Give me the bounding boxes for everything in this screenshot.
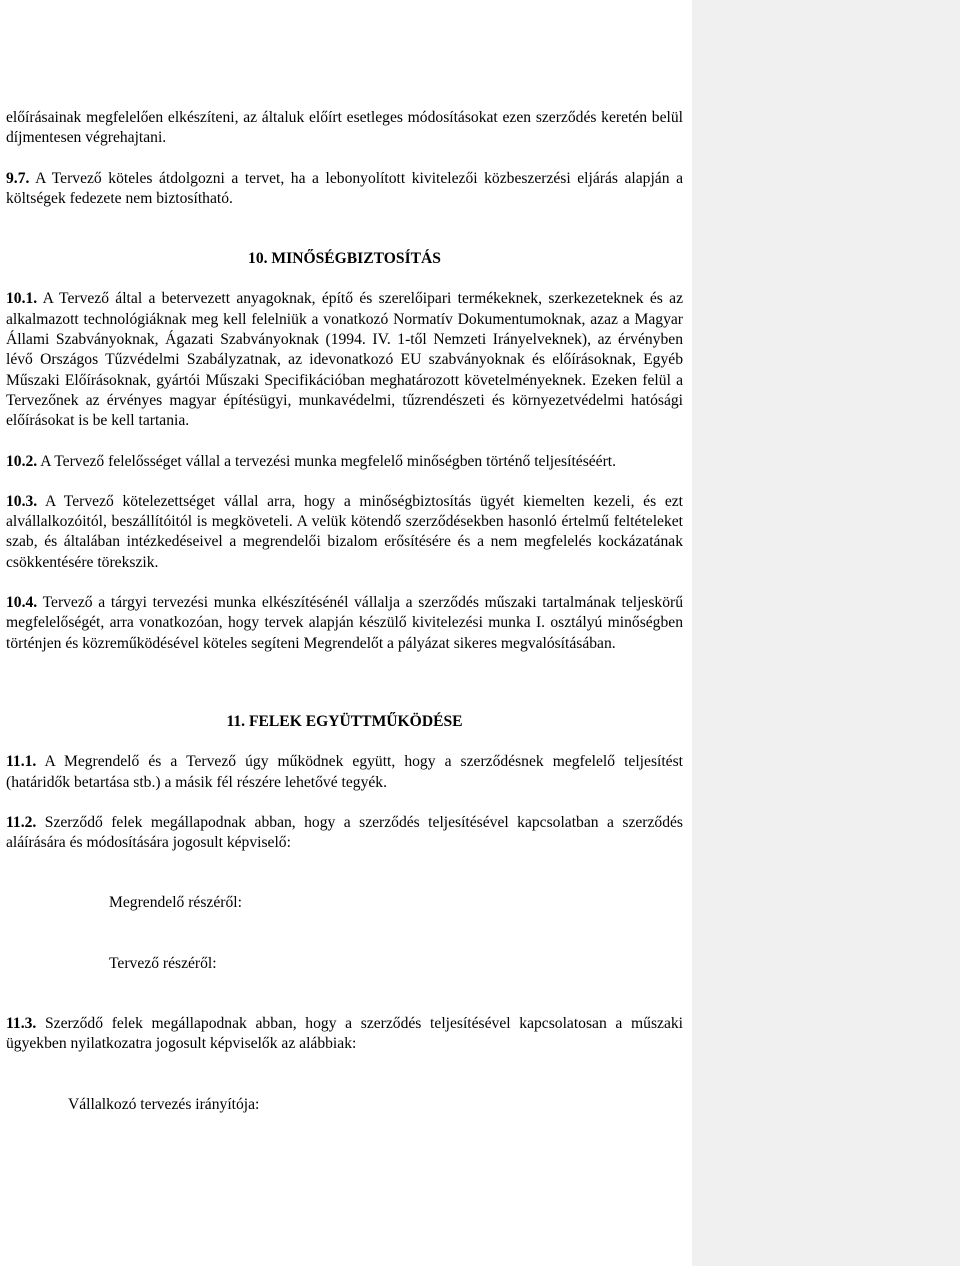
clause-number: 10.1. (6, 290, 38, 308)
paragraph-10-2 (6, 452, 683, 472)
paragraph-10-3 (6, 492, 683, 573)
signature-label-vallalkozo: Vállalkozó tervezés irányítója: (68, 1095, 260, 1113)
clause-text: A Tervező kötelezettséget vállal arra, hogy a minőségbiztosítás ügyét kiemelten kezeli, és ezt alvállalkozóitól, beszállítóitól is megköveteli. A velük kötendő szerződésekben hasonló értelmű feltételeket szab, és általában intézkedéseivel a megrendelői bizalom erősítésére és a nem megfelelés kockázatának csökkentésére törekszik. (6, 492, 683, 571)
clause-text: A Megrendelő és a Tervező úgy működnek együtt, hogy a szerződésnek megfelelő teljesítést (határidők betartása stb.) a másik fél részére lehetővé tegyék. (6, 753, 683, 791)
document-page (6, 108, 683, 1115)
paragraph-10-4 (6, 593, 683, 654)
clause-number: 10.4. (6, 594, 38, 612)
clause-number: 11.3. (6, 1015, 37, 1033)
signature-label-megrendelo: Megrendelő részéről: (109, 894, 242, 912)
clause-text: Szerződő felek megállapodnak abban, hogy a szerződés teljesítésével kapcsolatban a szerződés aláírására és módosítására jogosult képviselő: (6, 813, 683, 852)
paragraph-11-3 (6, 1014, 683, 1055)
clause-text: A Tervező felelősséget vállal a tervezési munka megfelelő minőségben történő teljesítéséért. (37, 452, 617, 470)
paragraph-10-1 (6, 289, 683, 431)
clause-number: 10.2. (6, 452, 38, 470)
clause-text: Szerződő felek megállapodnak abban, hogy a szerződés teljesítésével kapcsolatosan a műszaki ügyekben nyilatkozatra jogosult képviselők az alábbiak: (6, 1015, 683, 1053)
comment-margin-panel (692, 0, 960, 1266)
clause-text: Tervező a tárgyi tervezési munka elkészítésénél vállalja a szerződés műszaki tartalmának teljeskörű megfelelőségét, arra vonatkozóan, hogy tervek alapján készülő kivitelezési munka I. osztályú minőségben történjen és közreműködésével köteles segíteni Megrendelőt a pályázat sikeres megvalósításában. (6, 594, 683, 652)
paragraph-11-2 (6, 813, 683, 854)
clause-number: 9.7. (6, 169, 30, 187)
paragraph-intro: előírásainak megfelelően elkészíteni, az általuk előírt esetleges módosításokat ezen szerződés keretén belül díjmentesen végrehajtani. (6, 109, 683, 147)
section-heading-11: 11. FELEK EGYÜTTMŰKÖDÉSE (226, 712, 463, 730)
section-heading-10: 10. MINŐSÉGBIZTOSÍTÁS (248, 250, 441, 268)
paragraph-11-1 (6, 752, 683, 793)
clause-number: 10.3. (6, 492, 38, 510)
paragraph-9-7 (6, 169, 683, 210)
clause-text: A Tervező által a betervezett anyagoknak, építő és szerelőipari termékeknek, szerkezeteknek és az alkalmazott technológiáknak meg kell felelniük a vonatkozó Normatív Dokumentumoknak, azaz a Magyar Állami Szabványoknak, Ágazati Szabványoknak (1994. IV. 1-től Nemzeti Irányelveknek), az érvényben lévő Országos Tűzvédelmi Szabályzatnak, az idevonatkozó EU szabványoknak és előírásoknak, Egyéb Műszaki Előírásoknak, gyártói Műszaki Specifikációban meghatározott követelményeknek. Ezeken felül a Tervezőnek az érvényes magyar építésügyi, munkavédelmi, tűzrendészeti és környezetvédelmi hatósági előírásokat is be kell tartania. (6, 290, 683, 430)
clause-number: 11.1. (6, 753, 37, 771)
clause-number: 11.2. (6, 813, 37, 831)
signature-label-tervezo: Tervező részéről: (109, 954, 217, 972)
clause-text: A Tervező köteles átdolgozni a tervet, ha a lebonyolított kivitelezői közbeszerzési eljárás alapján a költségek fedezete nem biztosítható. (6, 169, 683, 207)
